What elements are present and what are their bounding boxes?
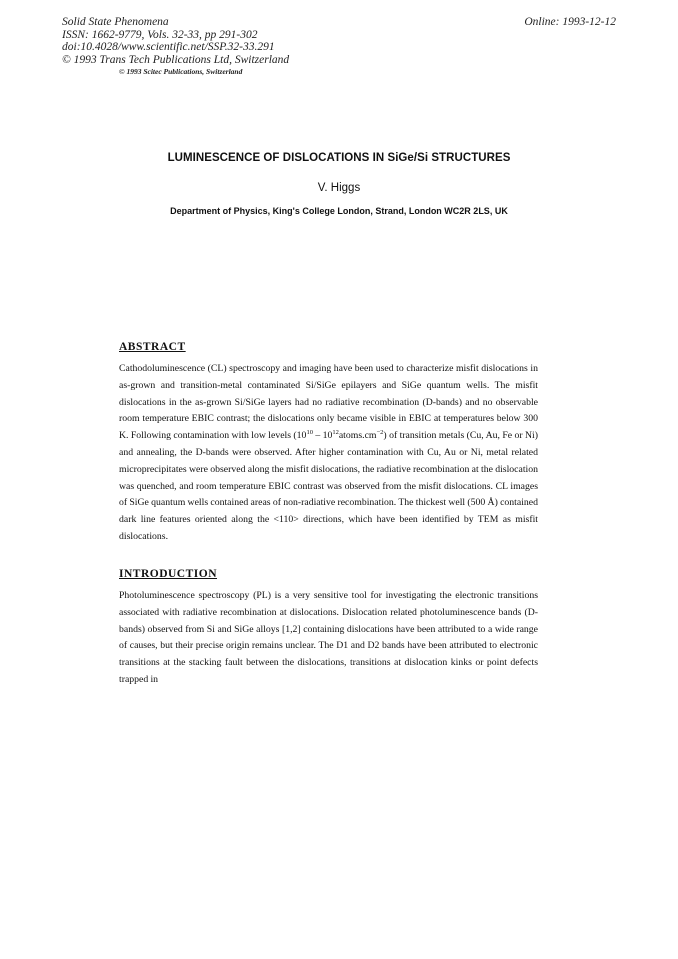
abstract-text-part-4: ) of transition metals (Cu, Au, Fe or Ni) and annealing, the D-bands were observed. After higher contamination with Cu, Au or Ni, metal related microprecipitates were observed along the misfit dislocations, the radiative recombination at the dislocation was quenched, and room temperature EBIC contrast was observed from the misfit dislocations. CL images of SiGe quantum wells contained areas of non-radiative recombination. The thickest well (500 Å) contained dark line features oriented along the <110> directions, which have been identified by TEM as misfit dislocations. — [119, 430, 538, 542]
exponent-2: 12 — [332, 429, 339, 437]
doi-line: doi:10.4028/www.scientific.net/SSP.32-33.291 — [62, 41, 275, 54]
online-date: Online: 1993-12-12 — [524, 16, 616, 28]
journal-info — [62, 16, 289, 66]
introduction-text: Photoluminescence spectroscopy (PL) is a very sensitive tool for investigating the electronic transitions associated with radiative recombination at dislocations. Dislocation related photoluminescence bands (D-bands) observed from Si and SiGe alloys [1,2] containing dislocations have been attributed to a wide range of causes, but their precise origin remains unclear. The D1 and D2 bands have been attributed to electronic transitions at the stacking fault between the dislocations, transitions at dislocation kinks or point defects trapped in — [119, 590, 538, 685]
abstract-heading: ABSTRACT — [119, 341, 186, 353]
introduction-heading: INTRODUCTION — [119, 568, 218, 580]
copyright-line: © 1993 Trans Tech Publications Ltd, Switzerland — [62, 53, 290, 66]
abstract-text — [119, 361, 538, 546]
paper-author: V. Higgs — [317, 182, 361, 194]
publisher-line: © 1993 Scitec Publications, Switzerland — [119, 67, 243, 76]
paper-title: LUMINESCENCE OF DISLOCATIONS IN SiGe/Si STRUCTURES — [167, 152, 511, 164]
journal-name: Solid State Phenomena — [62, 16, 169, 28]
abstract-text-part-1: Cathodoluminescence (CL) spectroscopy and imaging have been used to characterize misfit dislocations in as-grown and transition-metal contaminated Si/SiGe epilayers and SiGe quantum wells. The misfit dislocations in the as-grown Si/SiGe layers had no radiative recombination (D-bands) and no observable room temperature EBIC contrast; the dislocations only became visible in EBIC at temperatures below 300 K. Following contamination with low levels (10 — [119, 363, 538, 442]
abstract-text-part-2: – 10 — [312, 430, 333, 442]
author-affiliation: Department of Physics, King's College London, Strand, London WC2R 2LS, UK — [170, 206, 508, 216]
exponent-3: −2 — [376, 429, 384, 437]
issn-line: ISSN: 1662-9779, Vols. 32-33, pp 291-302 — [62, 28, 258, 41]
abstract-text-part-3: atoms.cm — [338, 430, 377, 442]
exponent-1: 10 — [306, 429, 313, 437]
